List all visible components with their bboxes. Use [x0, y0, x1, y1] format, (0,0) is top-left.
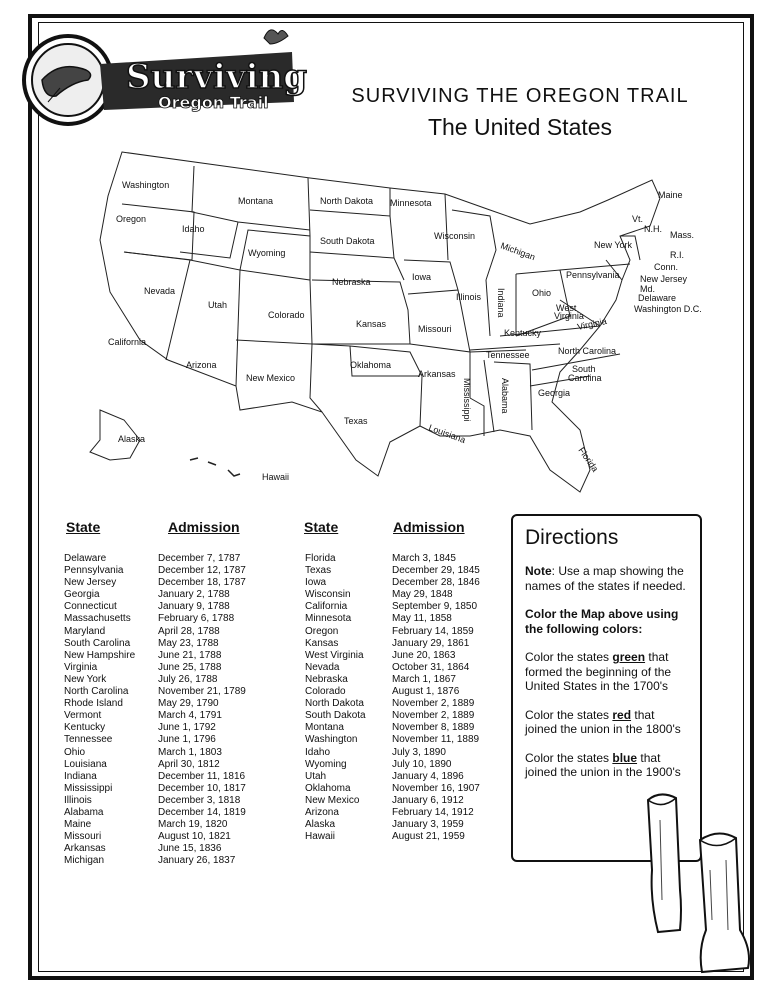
- map-label-connecticut: Conn.: [654, 262, 679, 272]
- map-label-kentucky: Kentucky: [504, 328, 542, 338]
- left-state-name-10: New York: [64, 673, 107, 685]
- left-admission-date-3: January 2, 1788: [158, 589, 230, 601]
- map-label-ohio: Ohio: [532, 288, 552, 298]
- right-state-name-11: Colorado: [305, 686, 346, 698]
- right-state-name-22: Alaska: [305, 819, 336, 831]
- map-label-idaho: Idaho: [182, 224, 205, 234]
- left-admission-date-10: July 26, 1788: [158, 673, 218, 685]
- right-state-name-15: Washington: [305, 734, 358, 746]
- note-text: : Use a map showing the names of the states if needed.: [525, 564, 686, 593]
- right-state-name-16: Idaho: [305, 746, 331, 758]
- page-title: SURVIVING THE OREGON TRAIL: [351, 85, 689, 107]
- left-admission-date-22: March 19, 1820: [158, 819, 228, 831]
- map-label-montana: Montana: [238, 196, 274, 206]
- left-admission-date-15: June 1, 1796: [158, 734, 216, 746]
- map-label-west-virginia-line2: Virginia: [554, 311, 584, 321]
- right-state-name-21: Arizona: [305, 806, 339, 818]
- right-admission-date-19: November 16, 1907: [392, 782, 480, 794]
- right-admission-date-12: November 2, 1889: [392, 698, 475, 710]
- left-admission-date-17: April 30, 1812: [158, 758, 220, 770]
- map-label-mississippi: Mississippi: [462, 378, 472, 422]
- left-admission-date-9: June 25, 1788: [158, 661, 222, 673]
- map-label-maryland: Md.: [640, 284, 656, 294]
- blue-pre: Color the states: [525, 750, 613, 765]
- left-state-name-2: New Jersey: [64, 577, 117, 589]
- left-admission-date-8: June 21, 1788: [158, 649, 222, 661]
- left-admission-date-21: December 14, 1819: [158, 806, 246, 818]
- state-column-header-left: State: [66, 519, 101, 535]
- directions-red: [525, 708, 688, 737]
- map-label-washington: Washington: [122, 180, 170, 190]
- map-label-west-virginia-line1: West: [556, 303, 577, 313]
- right-admission-date-6: February 14, 1859: [392, 625, 474, 637]
- blue-post: that joined the union in the 1900's: [525, 750, 681, 779]
- green-post: that formed the beginning of the United States in the 1700's: [525, 650, 672, 693]
- map-label-alabama: Alabama: [500, 378, 510, 414]
- right-state-name-4: California: [305, 601, 348, 613]
- left-state-name-15: Tennessee: [64, 734, 113, 746]
- left-admission-date-1: December 12, 1787: [158, 565, 246, 577]
- right-admission-date-1: December 29, 1845: [392, 565, 480, 577]
- map-label-iowa: Iowa: [412, 272, 432, 282]
- left-admission-date-24: June 15, 1836: [158, 843, 222, 855]
- left-admission-date-0: December 7, 1787: [158, 553, 241, 564]
- directions-heading: Directions: [525, 526, 619, 549]
- map-label-new-york: New York: [594, 240, 633, 250]
- right-admission-date-17: July 10, 1890: [392, 758, 452, 770]
- map-label-indiana: Indiana: [496, 288, 506, 318]
- right-state-name-3: Wisconsin: [305, 589, 351, 601]
- green-pre: Color the states: [525, 650, 613, 664]
- logo-word-oregon-trail: Oregon Trail: [158, 93, 269, 112]
- map-label-illinois: Illinois: [456, 292, 482, 302]
- map-label-washington-dc: Washington D.C.: [634, 304, 702, 314]
- left-state-name-8: New Hampshire: [64, 649, 136, 661]
- left-admission-date-5: February 6, 1788: [158, 613, 235, 625]
- map-label-alaska: Alaska: [118, 434, 146, 444]
- left-state-name-6: Maryland: [64, 625, 106, 637]
- right-state-name-23: Hawaii: [305, 831, 336, 843]
- right-admission-date-22: January 3, 1959: [392, 819, 464, 831]
- left-state-name-5: Massachusetts: [64, 613, 131, 625]
- map-label-tennessee: Tennessee: [486, 350, 530, 360]
- right-admission-date-20: January 6, 1912: [392, 794, 464, 806]
- right-state-name-10: Nebraska: [305, 673, 348, 685]
- right-state-name-18: Utah: [305, 770, 327, 782]
- left-state-name-13: Vermont: [64, 710, 102, 722]
- left-state-name-24: Arkansas: [64, 843, 106, 855]
- left-state-name-9: Virginia: [64, 661, 98, 673]
- map-label-utah: Utah: [208, 300, 228, 310]
- green-word: green: [612, 650, 646, 664]
- map-label-michigan: Michigan: [499, 240, 537, 263]
- map-label-new-hampshire: N.H.: [644, 224, 662, 234]
- red-word: red: [612, 707, 632, 722]
- right-admission-date-4: September 9, 1850: [392, 601, 478, 613]
- right-admission-list: [392, 553, 480, 843]
- left-state-list: [64, 553, 135, 867]
- directions-green: [525, 650, 688, 694]
- red-pre: Color the states: [525, 707, 613, 722]
- map-label-florida: Florida: [576, 445, 601, 474]
- left-admission-date-13: March 4, 1791: [158, 710, 222, 722]
- left-admission-date-6: April 28, 1788: [158, 625, 220, 637]
- right-admission-date-13: November 2, 1889: [392, 710, 475, 722]
- map-label-new-mexico: New Mexico: [246, 373, 296, 383]
- right-state-name-13: South Dakota: [305, 710, 366, 722]
- right-admission-date-18: January 4, 1896: [392, 770, 464, 782]
- left-state-name-21: Alabama: [64, 806, 104, 818]
- left-admission-date-14: June 1, 1792: [158, 722, 216, 734]
- left-state-name-23: Missouri: [64, 831, 102, 843]
- note-label: Note: [525, 564, 552, 578]
- left-state-name-1: Pennsylvania: [64, 565, 124, 577]
- map-label-california: California: [108, 337, 147, 347]
- right-state-name-14: Montana: [305, 722, 344, 734]
- right-state-list: [305, 553, 366, 843]
- left-admission-date-2: December 18, 1787: [158, 577, 246, 589]
- directions-color-instruction: [525, 607, 688, 636]
- left-state-name-25: Michigan: [64, 855, 105, 867]
- logo-word-surviving: Surviving: [126, 57, 308, 97]
- left-state-name-22: Maine: [64, 819, 92, 831]
- left-state-name-18: Indiana: [64, 770, 97, 782]
- left-admission-date-11: November 21, 1789: [158, 686, 246, 698]
- us-map: [60, 140, 702, 500]
- right-state-name-19: Oklahoma: [305, 782, 351, 794]
- right-admission-date-2: December 28, 1846: [392, 577, 480, 589]
- map-label-rhode-island: R.I.: [670, 250, 685, 260]
- left-state-name-17: Louisiana: [64, 758, 107, 770]
- left-admission-date-16: March 1, 1803: [158, 746, 222, 758]
- right-state-name-8: West Virginia: [305, 649, 364, 661]
- right-state-name-1: Texas: [305, 565, 332, 577]
- left-state-name-19: Mississippi: [64, 782, 113, 794]
- right-state-name-12: North Dakota: [305, 698, 364, 710]
- boots-icon: [640, 780, 755, 980]
- map-label-south-carolina-line1: South: [572, 364, 596, 374]
- left-admission-list: [158, 553, 246, 867]
- right-state-name-20: New Mexico: [305, 794, 360, 806]
- blue-word: blue: [612, 750, 638, 765]
- map-label-georgia: Georgia: [538, 388, 571, 398]
- map-label-nebraska: Nebraska: [332, 277, 371, 287]
- left-admission-date-7: May 23, 1788: [158, 637, 219, 649]
- map-label-texas: Texas: [344, 416, 368, 426]
- map-label-north-carolina: North Carolina: [558, 346, 617, 356]
- left-state-name-14: Kentucky: [64, 722, 106, 734]
- left-admission-date-20: December 3, 1818: [158, 794, 241, 806]
- left-admission-date-19: December 10, 1817: [158, 782, 246, 794]
- directions-note: [525, 564, 688, 593]
- right-state-name-6: Oregon: [305, 625, 339, 637]
- color-instruction-text: Color the Map above using the following colors:: [525, 607, 679, 636]
- map-label-delaware: Delaware: [638, 293, 677, 303]
- map-label-kansas: Kansas: [356, 319, 387, 329]
- right-state-name-7: Kansas: [305, 637, 339, 649]
- left-state-name-12: Rhode Island: [64, 698, 123, 710]
- left-state-name-20: Illinois: [64, 794, 92, 806]
- map-label-arizona: Arizona: [186, 360, 217, 370]
- map-label-massachusetts: Mass.: [670, 230, 695, 240]
- right-admission-date-7: January 29, 1861: [392, 637, 470, 649]
- right-admission-date-16: July 3, 1890: [392, 746, 446, 758]
- left-admission-date-25: January 26, 1837: [158, 855, 236, 867]
- map-label-arkansas: Arkansas: [418, 369, 456, 379]
- right-admission-date-23: August 21, 1959: [392, 831, 465, 843]
- map-label-oklahoma: Oklahoma: [350, 360, 392, 370]
- left-state-name-7: South Carolina: [64, 637, 131, 649]
- right-admission-date-8: June 20, 1863: [392, 649, 456, 661]
- state-column-header-right: State: [304, 519, 339, 535]
- map-label-virginia: Virginia: [576, 315, 608, 332]
- map-label-maine: Maine: [658, 190, 683, 200]
- map-label-nevada: Nevada: [144, 286, 176, 296]
- map-label-wyoming: Wyoming: [248, 248, 286, 258]
- right-state-name-2: Iowa: [305, 577, 327, 589]
- map-label-louisiana: Louisiana: [427, 422, 467, 446]
- directions-blue: [525, 751, 688, 780]
- map-label-new-jersey: New Jersey: [640, 274, 688, 284]
- right-admission-date-15: November 11, 1889: [392, 734, 480, 746]
- left-state-name-3: Georgia: [64, 589, 100, 601]
- butterfly-icon: [264, 30, 288, 44]
- map-label-wisconsin: Wisconsin: [434, 231, 476, 241]
- left-state-name-16: Ohio: [64, 746, 86, 758]
- red-post: that joined the union in the 1800's: [525, 707, 681, 736]
- left-state-name-4: Connecticut: [64, 601, 117, 613]
- surviving-oregon-trail-logo: [8, 10, 308, 130]
- left-admission-date-4: January 9, 1788: [158, 601, 230, 613]
- right-admission-date-21: February 14, 1912: [392, 806, 474, 818]
- map-label-oregon: Oregon: [116, 214, 147, 224]
- right-admission-date-11: August 1, 1876: [392, 686, 460, 698]
- right-state-name-9: Nevada: [305, 661, 340, 673]
- map-label-colorado: Colorado: [268, 310, 305, 320]
- left-admission-date-12: May 29, 1790: [158, 698, 219, 710]
- map-label-pennsylvania: Pennsylvania: [566, 270, 620, 280]
- right-admission-date-3: May 29, 1848: [392, 589, 453, 601]
- right-state-name-5: Minnesota: [305, 613, 352, 625]
- admission-column-header-right: Admission: [393, 519, 465, 535]
- map-label-south-carolina-line2: Carolina: [568, 373, 602, 383]
- map-label-vermont: Vt.: [632, 214, 644, 224]
- right-admission-date-0: March 3, 1845: [392, 553, 456, 564]
- page-subtitle: The United States: [427, 114, 613, 140]
- right-admission-date-10: March 1, 1867: [392, 673, 456, 685]
- admission-column-header-left: Admission: [168, 519, 240, 535]
- map-label-south-dakota: South Dakota: [320, 236, 375, 246]
- right-admission-date-14: November 8, 1889: [392, 722, 475, 734]
- right-admission-date-9: October 31, 1864: [392, 661, 470, 673]
- left-state-name-11: North Carolina: [64, 686, 129, 698]
- map-label-hawaii: Hawaii: [262, 472, 290, 482]
- map-label-minnesota: Minnesota: [390, 198, 432, 208]
- left-admission-date-23: August 10, 1821: [158, 831, 231, 843]
- right-state-name-17: Wyoming: [305, 758, 347, 770]
- right-admission-date-5: May 11, 1858: [392, 613, 452, 625]
- left-admission-date-18: December 11, 1816: [158, 770, 246, 782]
- map-label-north-dakota: North Dakota: [320, 196, 374, 206]
- right-state-name-0: Florida: [305, 553, 336, 564]
- map-label-missouri: Missouri: [418, 324, 452, 334]
- left-state-name-0: Delaware: [64, 553, 107, 564]
